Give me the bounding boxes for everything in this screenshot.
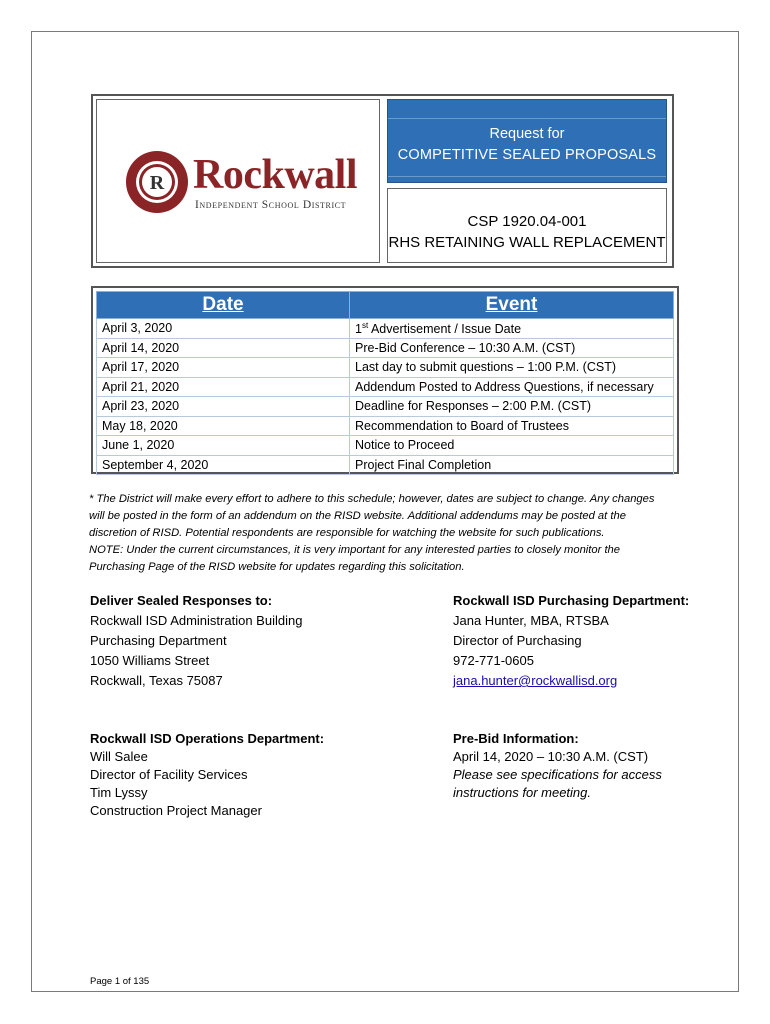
table-row [97,416,674,436]
title-banner [387,99,667,183]
title-line-2: COMPETITIVE SEALED PROPOSALS [397,147,657,163]
disclaimer-line: discretion of RISD. Potential respondents are responsible for watching the website for such publications. [89,527,605,539]
event-cell: Deadline for Responses – 2:00 P.M. (CST) [350,397,674,417]
delivery-address-block [90,591,302,691]
event-text: Advertisement / Issue Date [368,321,522,336]
disclaimer-line: Purchasing Page of the RISD website for updates regarding this solicitation. [89,561,465,573]
operations-line: Will Salee [90,749,148,764]
contact-name: Jana Hunter, MBA, RTSBA [453,613,609,628]
table-row [97,397,674,417]
logo-cell [96,99,380,263]
table-row [97,319,674,339]
page-number: Page 1 of 135 [90,976,150,987]
date-cell: September 4, 2020 [97,455,350,475]
date-cell: April 21, 2020 [97,377,350,397]
title-line-1: Request for [489,126,565,142]
date-column-header: Date [97,292,350,319]
schedule-table [96,291,674,475]
event-cell: Last day to submit questions – 1:00 P.M. (CST) [350,358,674,378]
delivery-line: Rockwall, Texas 75087 [90,673,223,688]
disclaimer-line: NOTE: Under the current circumstances, it is very important for any interested parties to closely monitor the [89,544,620,556]
operations-block [90,730,324,820]
prebid-note: Please see specifications for access [453,767,662,782]
project-name: RHS RETAINING WALL REPLACEMENT [388,234,666,251]
date-cell: April 23, 2020 [97,397,350,417]
prebid-note: instructions for meeting. [453,785,592,800]
event-cell: Project Final Completion [350,455,674,475]
solicitation-cell [387,188,667,263]
operations-line: Tim Lyssy [90,785,148,800]
contact-phone: 972-771-0605 [453,653,534,668]
table-header-row [97,292,674,319]
event-column-header: Event [350,292,674,319]
district-seal-icon [125,150,189,214]
event-cell: Notice to Proceed [350,436,674,456]
prebid-block [453,730,662,802]
date-cell: May 18, 2020 [97,416,350,436]
table-row [97,436,674,456]
date-cell: April 14, 2020 [97,338,350,358]
event-cell: Recommendation to Board of Trustees [350,416,674,436]
event-cell: Pre-Bid Conference – 10:30 A.M. (CST) [350,338,674,358]
table-row [97,377,674,397]
date-cell: June 1, 2020 [97,436,350,456]
header-block [91,94,674,268]
delivery-line: Purchasing Department [90,633,227,648]
schedule-disclaimer [89,491,689,576]
banner-rule [388,118,666,119]
table-row [97,455,674,475]
logo-subtitle: Independent School District [195,199,347,211]
contact-email-link[interactable]: jana.hunter@rockwallisd.org [453,673,618,688]
event-ordinal-suffix: st [361,320,369,330]
purchasing-contact-block [453,591,689,691]
operations-line: Director of Facility Services [90,767,248,782]
operations-heading: Rockwall ISD Operations Department: [90,731,325,746]
disclaimer-line: will be posted in the form of an addendum on the RISD website. Additional addendums may be posted at the [89,510,626,522]
date-cell: April 3, 2020 [97,319,350,339]
prebid-heading: Pre-Bid Information: [453,731,579,746]
schedule-table-frame [91,286,679,474]
delivery-line: Rockwall ISD Administration Building [90,613,303,628]
prebid-datetime: April 14, 2020 – 10:30 A.M. (CST) [453,749,649,764]
event-cell [350,319,674,339]
delivery-line: 1050 Williams Street [90,653,210,668]
banner-rule [388,176,666,177]
table-row [97,338,674,358]
event-ordinal: 1 [355,321,362,336]
seal-letter: R [149,172,165,194]
disclaimer-line: * The District will make every effort to adhere to this schedule; however, dates are subject to change. Any changes [89,493,655,505]
date-cell: April 17, 2020 [97,358,350,378]
purchasing-heading: Rockwall ISD Purchasing Department: [453,593,690,608]
logo-wordmark: Rockwall [193,152,357,198]
table-row [97,358,674,378]
csp-number: CSP 1920.04-001 [467,213,587,230]
event-cell: Addendum Posted to Address Questions, if necessary [350,377,674,397]
delivery-heading: Deliver Sealed Responses to: [90,593,273,608]
operations-line: Construction Project Manager [90,803,262,818]
contact-title: Director of Purchasing [453,633,582,648]
